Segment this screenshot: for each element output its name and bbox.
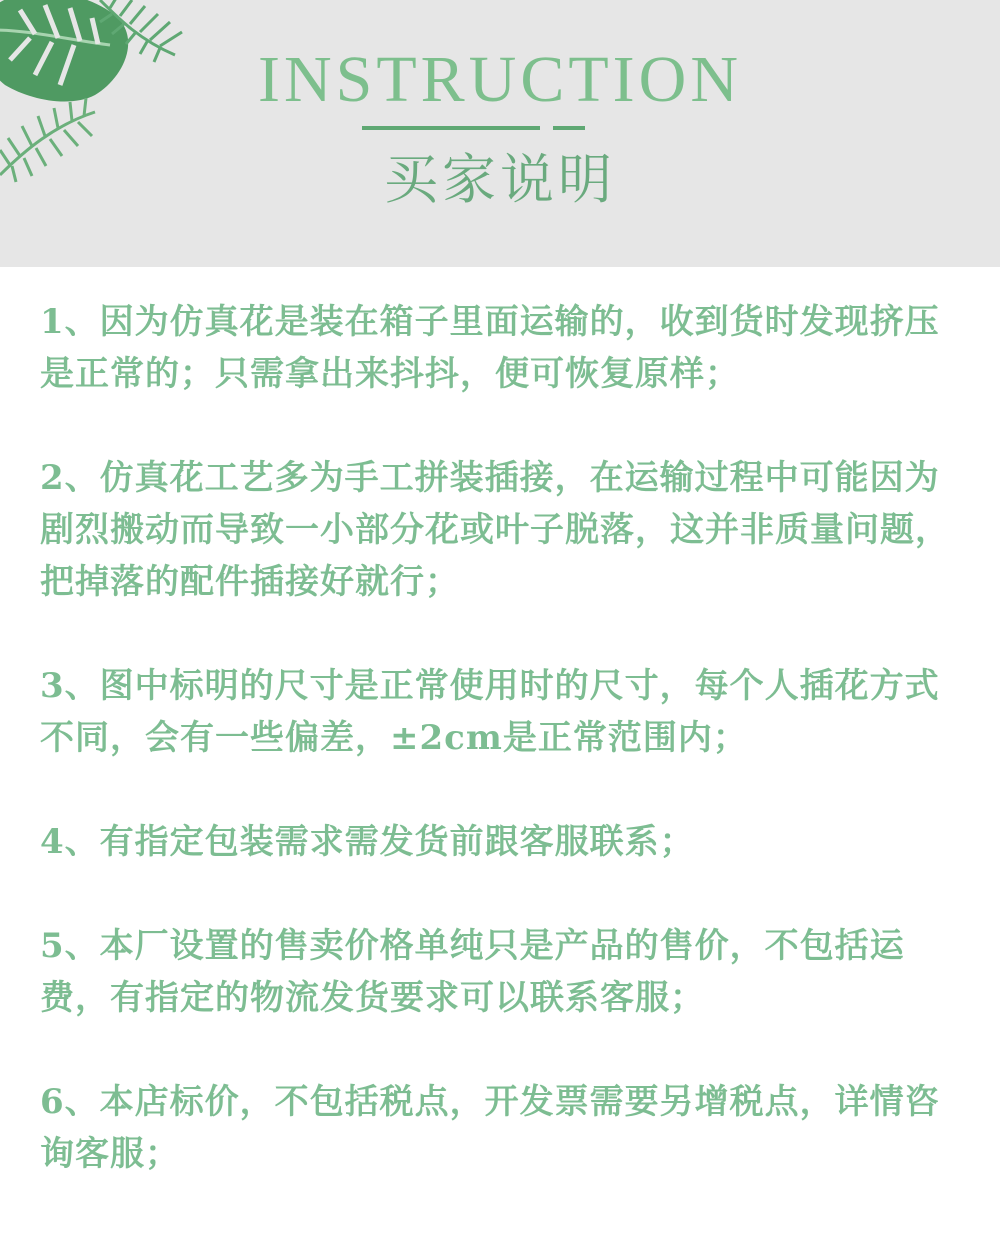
page-title-english: INSTRUCTION bbox=[258, 43, 742, 116]
page-title-chinese: 买家说明 bbox=[384, 148, 616, 211]
title-divider-long bbox=[362, 126, 540, 130]
instruction-list bbox=[40, 296, 970, 1232]
title-divider-short bbox=[553, 126, 585, 130]
header-banner bbox=[0, 0, 1000, 267]
instruction-item-4: 4、有指定包装需求需发货前跟客服联系； bbox=[40, 822, 695, 862]
instruction-item-3: 3、图中标明的尺寸是正常使用时的尺寸，每个人插花方式不同，会有一些偏差，±2cm是正常范围内； bbox=[40, 666, 940, 758]
instruction-item-2: 2、仿真花工艺多为手工拼装插接，在运输过程中可能因为剧烈搬动而导致一小部分花或叶子脱落，这并非质量问题，把掉落的配件插接好就行； bbox=[40, 458, 950, 602]
instruction-item-6: 6、本店标价，不包括税点，开发票需要另增税点，详情咨询客服； bbox=[40, 1082, 940, 1174]
instruction-item-5: 5、本厂设置的售卖价格单纯只是产品的售价，不包括运费，有指定的物流发货要求可以联系客服； bbox=[40, 926, 905, 1018]
instruction-item-1: 1、因为仿真花是装在箱子里面运输的，收到货时发现挤压是正常的；只需拿出来抖抖，便可恢复原样； bbox=[40, 302, 940, 394]
